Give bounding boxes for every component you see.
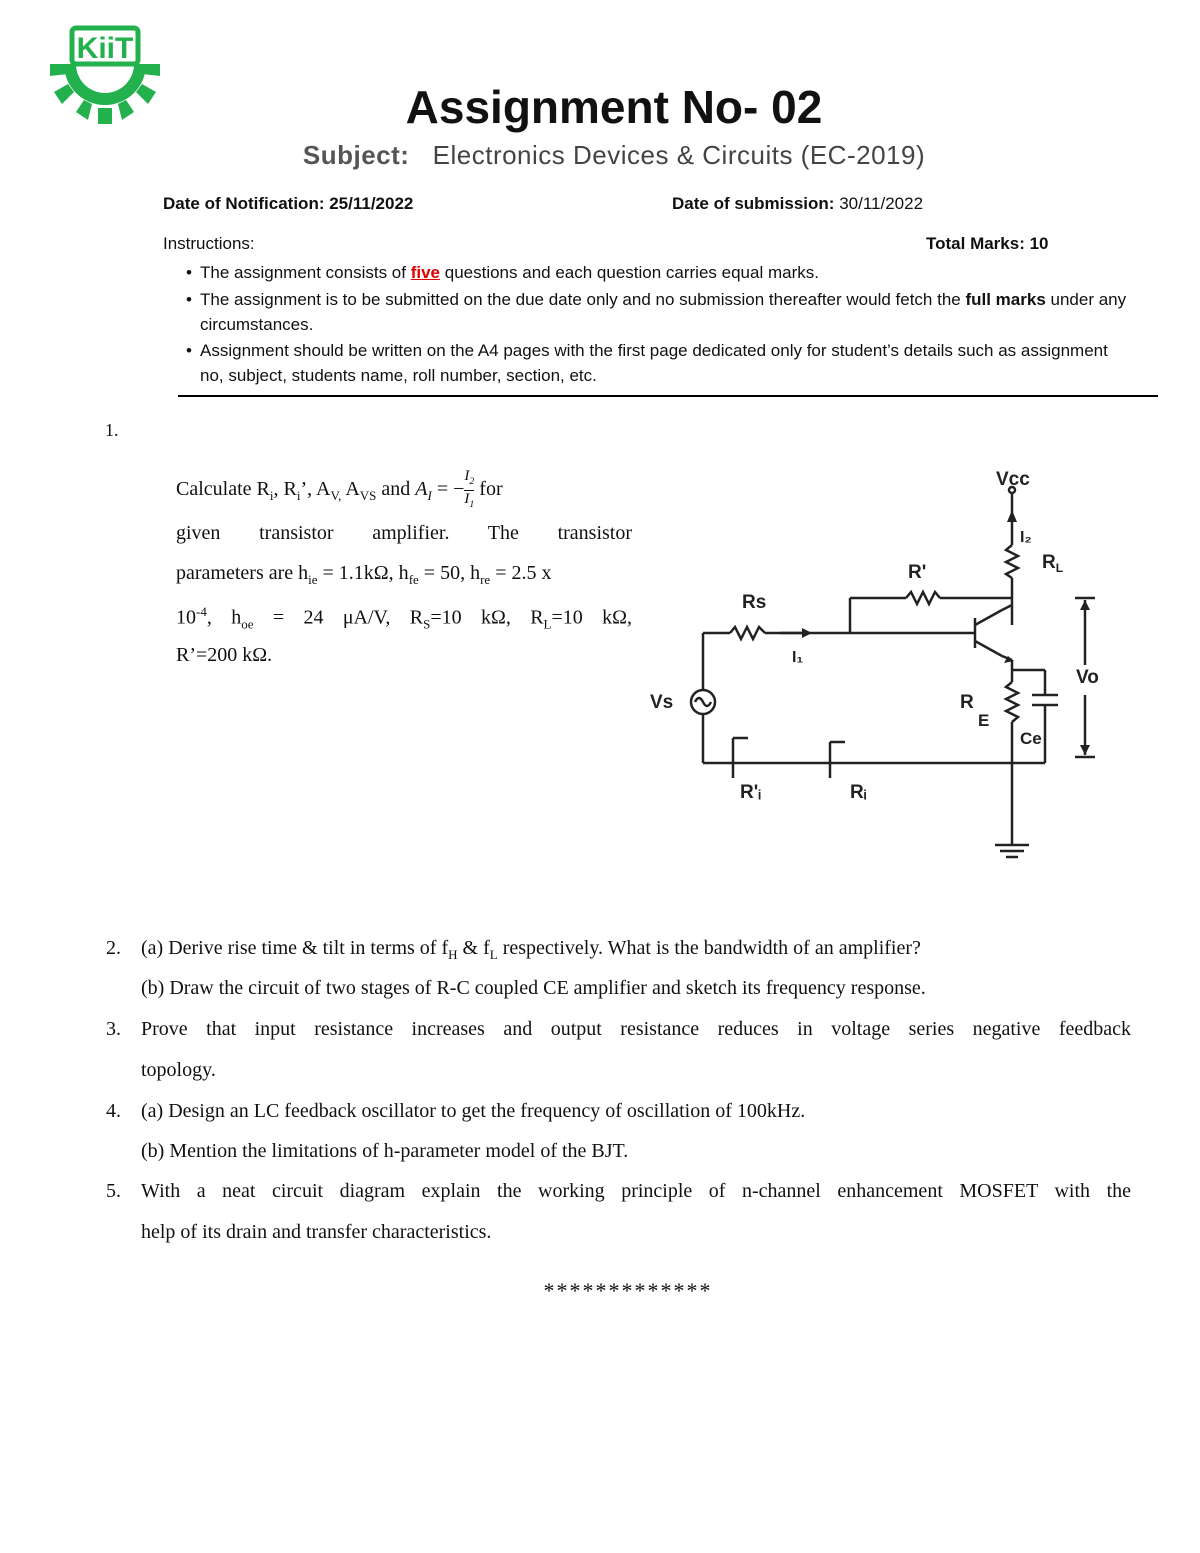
highlight-five: five <box>410 263 441 282</box>
subject-label: Subject: <box>302 140 410 170</box>
total-marks: Total Marks: 10 <box>926 234 1049 253</box>
rl-label: $R_L$ <box>1042 552 1064 575</box>
date-of-submission <box>672 194 923 214</box>
q1-text-line: Calculate $R_i$, $R_i$’, $A_{V,}$ $A_{VS}$ and $A_I$ = − $\frac{I_2}{I_1}$ for <box>176 468 632 513</box>
q1-text-line: parameters are $h_{ie} = 1.1k\Omega$, $h_{fe} = 50$, $h_{re} = 2.5$ x <box>176 562 552 587</box>
date-of-notification: Date of Notification: 25/11/2022 <box>163 194 414 213</box>
question-2a: (a) Derive rise time & tilt in terms of $f_H$ & $f_L$ respectively. What is the bandwidth of an amplifier? <box>141 937 921 962</box>
re-label-e: E <box>978 711 990 730</box>
date-submission-value: 30/11/2022 <box>839 194 924 213</box>
question-5-cont: help of its drain and transfer characteristics. <box>141 1221 492 1243</box>
r-prime-label: R' <box>908 562 927 583</box>
instruction-text: questions and each question carries equal marks. <box>440 263 819 282</box>
question-3: Prove that input resistance increases and output resistance reduces in voltage series negative feedback <box>141 1018 1131 1040</box>
divider <box>178 395 1158 397</box>
instructions-label: Instructions: <box>163 234 255 253</box>
question-number: 5. <box>106 1180 121 1202</box>
question-number: 2. <box>106 937 121 959</box>
instruction-text: The assignment consists of <box>200 263 411 282</box>
ri-label: Rᵢ <box>850 782 867 803</box>
vo-label: Vo <box>1076 667 1099 688</box>
ce-label: Ce <box>1020 729 1042 748</box>
bullet-icon: • <box>186 341 192 360</box>
question-number: 3. <box>106 1018 121 1040</box>
i2-label: I₂ <box>1020 529 1032 546</box>
q1-text-line: R’=200 kΩ. <box>176 644 273 666</box>
subject-value: Electronics Devices & Circuits (EC-2019) <box>432 140 926 170</box>
vs-label: Vs <box>650 692 674 713</box>
bullet-icon: • <box>186 290 192 309</box>
question-5: With a neat circuit diagram explain the working principle of n-channel enhancement MOSFET with the <box>141 1180 1131 1202</box>
instruction-text: under any circumstances. <box>200 290 1127 334</box>
subject-line <box>0 140 1200 171</box>
rs-label: Rs <box>742 592 767 613</box>
question-number: 1. <box>105 420 119 440</box>
instruction-text: The assignment is to be submitted on the due date only and no submission thereafter would fetch the <box>200 290 966 309</box>
question-3-cont: topology. <box>141 1059 216 1081</box>
logo-text: KiiT <box>76 32 134 65</box>
instruction-item <box>186 338 1130 388</box>
bullet-icon: • <box>186 263 192 282</box>
q1-text-line: given transistor amplifier. The transistor <box>176 522 632 544</box>
question-2b: (b) Draw the circuit of two stages of R-C coupled CE amplifier and sketch its frequency response. <box>141 977 926 999</box>
amplifier-circuit-diagram <box>640 460 1120 860</box>
date-submission-label: Date of submission: <box>672 194 835 213</box>
question-number: 4. <box>106 1100 121 1122</box>
instruction-item <box>186 260 1130 285</box>
current-gain-fraction: $\frac{I_2}{I_1}$ <box>464 468 475 510</box>
instruction-bold: full marks <box>965 290 1046 309</box>
re-label-r: R <box>960 692 974 713</box>
instruction-text: Assignment should be written on the A4 pages with the first page dedicated only for student’s details such as assignment no, subject, students name, roll number, section, etc. <box>200 341 1108 385</box>
end-stars: ************* <box>543 1278 713 1303</box>
instruction-item <box>186 287 1130 337</box>
q1-text-line: $10^{-4}$, $h_{oe} = 24$ μA/V, $R_S=10$ kΩ, $R_L=10$ kΩ, <box>176 604 632 632</box>
i1-label: I₁ <box>792 649 804 666</box>
ri-prime-label: R'ᵢ <box>740 782 761 803</box>
vcc-label: Vcc <box>996 469 1030 490</box>
question-4a: (a) Design an LC feedback oscillator to get the frequency of oscillation of 100kHz. <box>141 1100 806 1122</box>
question-4b: (b) Mention the limitations of h-parameter model of the BJT. <box>141 1140 629 1162</box>
page-title: Assignment No- 02 <box>405 81 823 133</box>
